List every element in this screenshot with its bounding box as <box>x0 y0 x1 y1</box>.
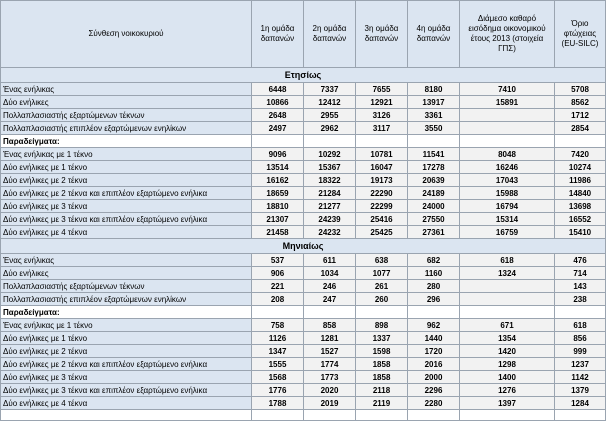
value-cell: 1788 <box>252 397 304 410</box>
examples-label: Παραδείγματα: <box>1 135 252 148</box>
header-composition: Σύνθεση νοικοκυριού <box>1 1 252 68</box>
value-cell: 280 <box>408 280 460 293</box>
value-cell: 1354 <box>460 332 555 345</box>
value-cell: 618 <box>555 319 606 332</box>
value-cell: 25416 <box>356 213 408 226</box>
section-title: Μηνιαίως <box>1 239 606 254</box>
value-cell: 1397 <box>460 397 555 410</box>
table-row <box>1 319 606 332</box>
value-cell: 1400 <box>460 371 555 384</box>
value-cell: 1160 <box>408 267 460 280</box>
row-label: Δύο ενήλικες με 2 τέκνα <box>1 345 252 358</box>
table-row <box>1 200 606 213</box>
value-cell: 1034 <box>304 267 356 280</box>
header-median-income: Διάμεσο καθαρό εισόδημα οικονομικού έτους 2013 (στοιχεία ΓΠΣ) <box>460 1 555 68</box>
value-cell: 1776 <box>252 384 304 397</box>
table-row <box>1 83 606 96</box>
value-cell: 962 <box>408 319 460 332</box>
value-cell <box>460 280 555 293</box>
value-cell: 671 <box>460 319 555 332</box>
table-row <box>1 332 606 345</box>
value-cell: 1555 <box>252 358 304 371</box>
value-cell: 2296 <box>408 384 460 397</box>
table-row <box>1 187 606 200</box>
value-cell: 21277 <box>304 200 356 213</box>
value-cell: 9096 <box>252 148 304 161</box>
header-poverty-line: Όριο φτώχειας (EU-SILC) <box>555 1 606 68</box>
row-label: Δύο ενήλικες με 3 τέκνα και επιπλέον εξαρτώμενο ενήλικα <box>1 213 252 226</box>
empty-cell <box>356 410 408 421</box>
row-label: Δύο ενήλικες <box>1 96 252 109</box>
value-cell: 11986 <box>555 174 606 187</box>
value-cell: 1347 <box>252 345 304 358</box>
value-cell: 1281 <box>304 332 356 345</box>
empty-cell <box>304 410 356 421</box>
value-cell <box>460 293 555 306</box>
header-group-2: 2η ομάδα δαπανών <box>304 1 356 68</box>
header-group-3: 3η ομάδα δαπανών <box>356 1 408 68</box>
empty-cell <box>460 410 555 421</box>
value-cell: 1142 <box>555 371 606 384</box>
value-cell: 1420 <box>460 345 555 358</box>
table-row <box>1 254 606 267</box>
value-cell: 1858 <box>356 358 408 371</box>
header-row <box>1 1 606 68</box>
empty-cell <box>304 135 356 148</box>
value-cell: 2019 <box>304 397 356 410</box>
value-cell: 2497 <box>252 122 304 135</box>
value-cell: 5708 <box>555 83 606 96</box>
value-cell: 906 <box>252 267 304 280</box>
value-cell: 24000 <box>408 200 460 213</box>
value-cell: 21458 <box>252 226 304 239</box>
value-cell: 2119 <box>356 397 408 410</box>
row-label: Δύο ενήλικες με 4 τέκνα <box>1 397 252 410</box>
table-row <box>1 371 606 384</box>
empty-cell <box>356 135 408 148</box>
value-cell: 246 <box>304 280 356 293</box>
value-cell: 27361 <box>408 226 460 239</box>
value-cell: 11541 <box>408 148 460 161</box>
value-cell: 758 <box>252 319 304 332</box>
value-cell: 1568 <box>252 371 304 384</box>
empty-cell <box>555 410 606 421</box>
value-cell: 1598 <box>356 345 408 358</box>
value-cell: 856 <box>555 332 606 345</box>
value-cell: 2118 <box>356 384 408 397</box>
value-cell: 8048 <box>460 148 555 161</box>
row-label: Δύο ενήλικες με 2 τέκνα <box>1 174 252 187</box>
section-title: Ετησίως <box>1 68 606 83</box>
value-cell: 10274 <box>555 161 606 174</box>
value-cell: 1712 <box>555 109 606 122</box>
value-cell: 17278 <box>408 161 460 174</box>
empty-cell <box>408 135 460 148</box>
value-cell: 221 <box>252 280 304 293</box>
row-label: Ένας ενήλικας με 1 τέκνο <box>1 319 252 332</box>
value-cell: 16246 <box>460 161 555 174</box>
value-cell: 24239 <box>304 213 356 226</box>
value-cell <box>460 122 555 135</box>
empty-cell <box>252 135 304 148</box>
table-row <box>1 345 606 358</box>
value-cell: 12412 <box>304 96 356 109</box>
value-cell: 10866 <box>252 96 304 109</box>
table-row <box>1 267 606 280</box>
value-cell: 7410 <box>460 83 555 96</box>
row-label: Δύο ενήλικες <box>1 267 252 280</box>
value-cell: 618 <box>460 254 555 267</box>
value-cell: 13698 <box>555 200 606 213</box>
row-label: Δύο ενήλικες με 3 τέκνα και επιπλέον εξαρτώμενο ενήλικα <box>1 384 252 397</box>
value-cell: 13514 <box>252 161 304 174</box>
value-cell: 714 <box>555 267 606 280</box>
empty-cell <box>252 410 304 421</box>
value-cell: 7420 <box>555 148 606 161</box>
value-cell: 476 <box>555 254 606 267</box>
value-cell: 16552 <box>555 213 606 226</box>
value-cell: 1126 <box>252 332 304 345</box>
row-label: Δύο ενήλικες με 1 τέκνο <box>1 332 252 345</box>
value-cell: 24189 <box>408 187 460 200</box>
header-group-4: 4η ομάδα δαπανών <box>408 1 460 68</box>
header-group-1: 1η ομάδα δαπανών <box>252 1 304 68</box>
value-cell: 17043 <box>460 174 555 187</box>
table-row <box>1 148 606 161</box>
empty-cell <box>460 135 555 148</box>
value-cell: 24232 <box>304 226 356 239</box>
value-cell: 18659 <box>252 187 304 200</box>
value-cell: 638 <box>356 254 408 267</box>
value-cell: 1298 <box>460 358 555 371</box>
value-cell: 15891 <box>460 96 555 109</box>
empty-cell <box>356 306 408 319</box>
table-row <box>1 226 606 239</box>
value-cell: 19173 <box>356 174 408 187</box>
value-cell: 3550 <box>408 122 460 135</box>
table-row <box>1 174 606 187</box>
value-cell: 898 <box>356 319 408 332</box>
row-label: Δύο ενήλικες με 4 τέκνα <box>1 226 252 239</box>
value-cell: 16047 <box>356 161 408 174</box>
row-label: Ένας ενήλικας <box>1 83 252 96</box>
value-cell: 2280 <box>408 397 460 410</box>
value-cell: 1858 <box>356 371 408 384</box>
value-cell: 15988 <box>460 187 555 200</box>
row-label: Δύο ενήλικες με 3 τέκνα <box>1 371 252 384</box>
separator-row <box>1 410 606 421</box>
value-cell: 16759 <box>460 226 555 239</box>
row-label: Ένας ενήλικας <box>1 254 252 267</box>
value-cell: 1379 <box>555 384 606 397</box>
table-row <box>1 358 606 371</box>
value-cell: 15367 <box>304 161 356 174</box>
value-cell: 13917 <box>408 96 460 109</box>
table-row <box>1 384 606 397</box>
value-cell: 6448 <box>252 83 304 96</box>
examples-header-row <box>1 135 606 148</box>
value-cell: 8180 <box>408 83 460 96</box>
table-row <box>1 109 606 122</box>
row-label: Πολλαπλασιαστής επιπλέον εξαρτώμενων ενηλίκων <box>1 293 252 306</box>
value-cell: 1337 <box>356 332 408 345</box>
row-label: Ένας ενήλικας με 1 τέκνο <box>1 148 252 161</box>
table-row <box>1 122 606 135</box>
value-cell: 14840 <box>555 187 606 200</box>
value-cell: 1774 <box>304 358 356 371</box>
value-cell: 296 <box>408 293 460 306</box>
value-cell: 1237 <box>555 358 606 371</box>
value-cell: 143 <box>555 280 606 293</box>
value-cell: 3361 <box>408 109 460 122</box>
value-cell: 1284 <box>555 397 606 410</box>
empty-cell <box>555 135 606 148</box>
section-annual <box>1 68 606 83</box>
value-cell: 1276 <box>460 384 555 397</box>
value-cell: 8562 <box>555 96 606 109</box>
value-cell: 21307 <box>252 213 304 226</box>
value-cell: 10292 <box>304 148 356 161</box>
value-cell: 20639 <box>408 174 460 187</box>
value-cell: 260 <box>356 293 408 306</box>
value-cell: 1773 <box>304 371 356 384</box>
value-cell: 18810 <box>252 200 304 213</box>
empty-cell <box>1 410 252 421</box>
table-row <box>1 397 606 410</box>
value-cell: 238 <box>555 293 606 306</box>
value-cell: 999 <box>555 345 606 358</box>
value-cell: 22290 <box>356 187 408 200</box>
section-monthly <box>1 239 606 254</box>
table-row <box>1 96 606 109</box>
value-cell: 21284 <box>304 187 356 200</box>
value-cell: 25425 <box>356 226 408 239</box>
value-cell: 16162 <box>252 174 304 187</box>
value-cell: 12921 <box>356 96 408 109</box>
value-cell: 2955 <box>304 109 356 122</box>
value-cell: 2000 <box>408 371 460 384</box>
value-cell: 2648 <box>252 109 304 122</box>
value-cell: 611 <box>304 254 356 267</box>
value-cell: 2962 <box>304 122 356 135</box>
empty-cell <box>304 306 356 319</box>
value-cell: 1720 <box>408 345 460 358</box>
value-cell: 2020 <box>304 384 356 397</box>
value-cell <box>460 109 555 122</box>
value-cell: 1077 <box>356 267 408 280</box>
value-cell: 3117 <box>356 122 408 135</box>
row-label: Πολλαπλασιαστής εξαρτώμενων τέκνων <box>1 109 252 122</box>
value-cell: 1527 <box>304 345 356 358</box>
row-label: Πολλαπλασιαστής επιπλέον εξαρτώμενων ενηλίκων <box>1 122 252 135</box>
table-row <box>1 161 606 174</box>
value-cell: 15314 <box>460 213 555 226</box>
row-label: Δύο ενήλικες με 2 τέκνα και επιπλέον εξαρτώμενο ενήλικα <box>1 358 252 371</box>
value-cell: 858 <box>304 319 356 332</box>
value-cell: 16794 <box>460 200 555 213</box>
row-label: Δύο ενήλικες με 1 τέκνο <box>1 161 252 174</box>
examples-label: Παραδείγματα: <box>1 306 252 319</box>
value-cell: 3126 <box>356 109 408 122</box>
value-cell: 2016 <box>408 358 460 371</box>
row-label: Δύο ενήλικες με 3 τέκνα <box>1 200 252 213</box>
empty-cell <box>460 306 555 319</box>
row-label: Πολλαπλασιαστής εξαρτώμενων τέκνων <box>1 280 252 293</box>
table-row <box>1 280 606 293</box>
value-cell: 18322 <box>304 174 356 187</box>
empty-cell <box>408 306 460 319</box>
value-cell: 1440 <box>408 332 460 345</box>
examples-header-row <box>1 306 606 319</box>
value-cell: 27550 <box>408 213 460 226</box>
value-cell: 10781 <box>356 148 408 161</box>
value-cell: 22299 <box>356 200 408 213</box>
value-cell: 537 <box>252 254 304 267</box>
value-cell: 7655 <box>356 83 408 96</box>
table-body <box>1 68 606 421</box>
value-cell: 261 <box>356 280 408 293</box>
value-cell: 7337 <box>304 83 356 96</box>
value-cell: 15410 <box>555 226 606 239</box>
value-cell: 1324 <box>460 267 555 280</box>
empty-cell <box>408 410 460 421</box>
value-cell: 247 <box>304 293 356 306</box>
value-cell: 682 <box>408 254 460 267</box>
table-row <box>1 293 606 306</box>
empty-cell <box>252 306 304 319</box>
table-row <box>1 213 606 226</box>
value-cell: 208 <box>252 293 304 306</box>
empty-cell <box>555 306 606 319</box>
row-label: Δύο ενήλικες με 2 τέκνα και επιπλέον εξαρτώμενο ενήλικα <box>1 187 252 200</box>
value-cell: 2854 <box>555 122 606 135</box>
